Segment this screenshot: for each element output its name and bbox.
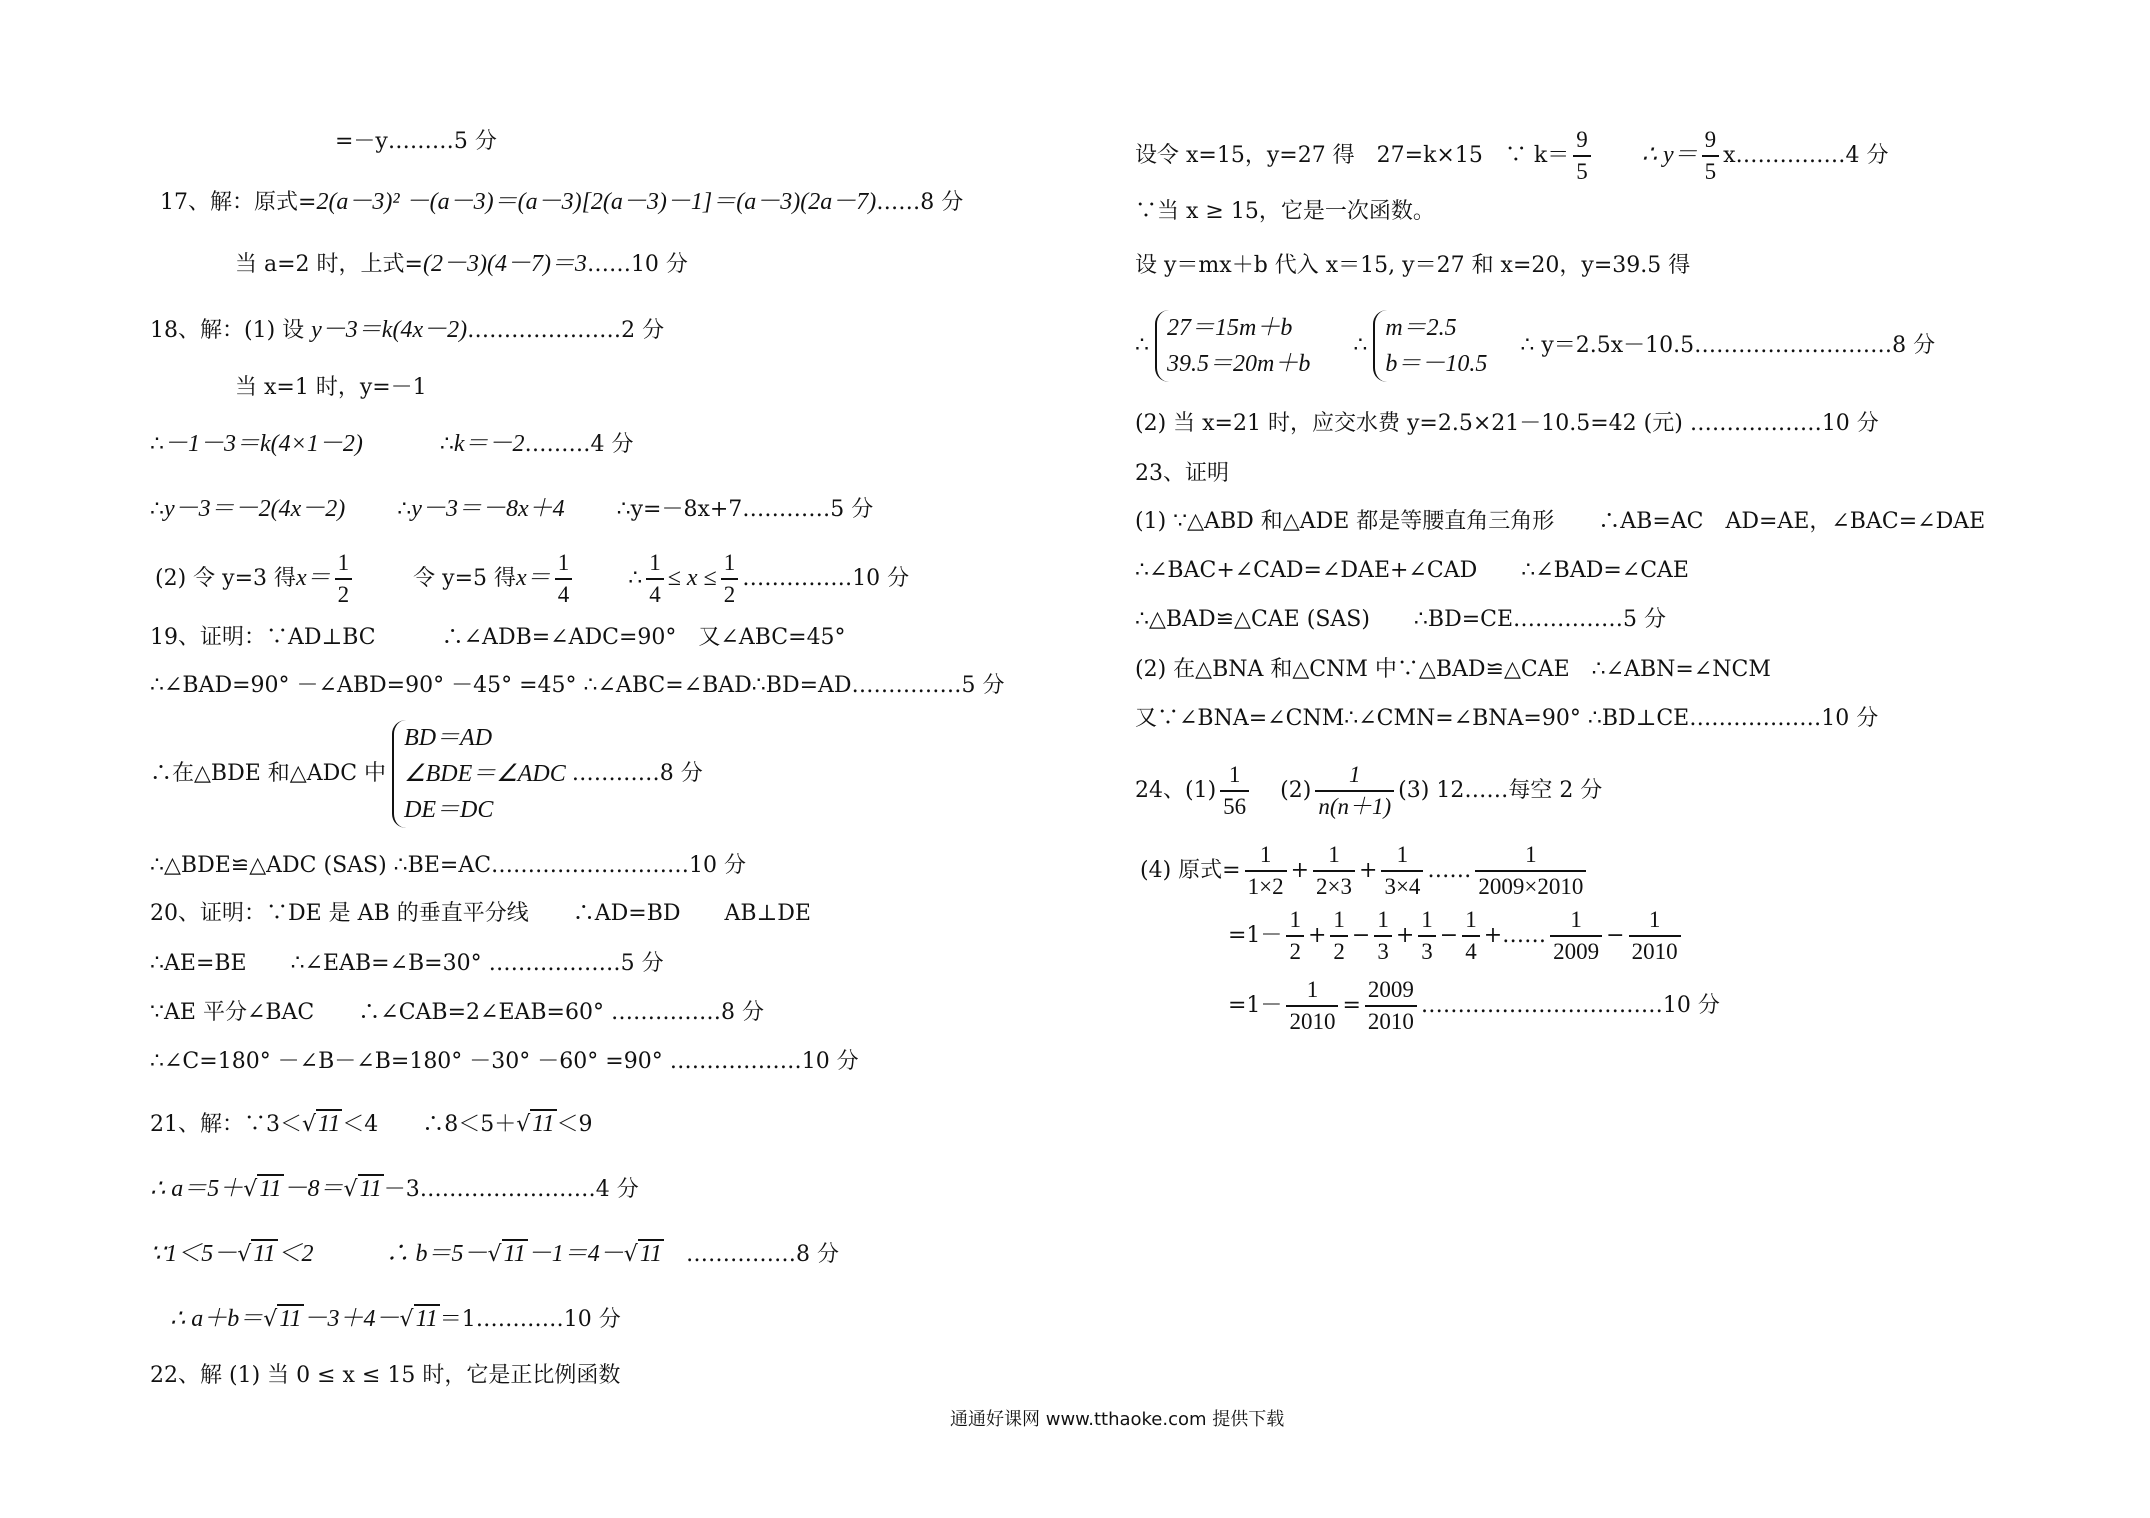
line-19-system: ∴在△BDE 和△ADC 中 BD＝AD ∠BDE＝∠ADC DE＝DC …………8 分: [150, 720, 703, 828]
fraction: $\frac{1}{2\times 3}$: [1313, 840, 1355, 902]
line-21: 21、解：∵3＜√11＜4 ∴8＜5＋√11＜9: [150, 1111, 593, 1137]
line-20-c: ∴∠C=180° －∠B－∠B=180° －30° －60° =90° ………………10 分: [150, 1049, 859, 1074]
fraction: $\frac{2009}{2010}$: [1365, 975, 1417, 1037]
line-19-result: ∴△BDE≌△ADC (SAS) ∴BE=AC………………………10 分: [150, 853, 747, 878]
line-21-result: ∴ a＋b＝√11－3＋4－√11＝1…………10 分: [170, 1306, 621, 1332]
fraction: $\frac{1}{2}$: [1286, 905, 1304, 967]
line-23-e: 又∵∠BNA=∠CNM∴∠CMN=∠BNA=90° ∴BD⊥CE………………10 分: [1135, 706, 1879, 731]
fraction: $\frac{9}{5}$: [1573, 125, 1591, 187]
line-23: 23、证明: [1135, 461, 1229, 486]
fraction: $\frac{1}{4}$: [646, 548, 664, 610]
fraction: $\frac{1}{2010}$: [1629, 905, 1681, 967]
line-23-c: ∴△BAD≌△CAE (SAS) ∴BD=CE……………5 分: [1135, 607, 1667, 632]
fraction: $\frac{1}{56}$: [1220, 760, 1249, 822]
line-24-4b: =1－ $\frac{1}{2}$ + $\frac{1}{2}$ − $\frac{1}{3}$ + $\frac{1}{3}$ − $\frac{1}{4}$ +…… $\frac{1}{2009}$ − $\frac{1}{2010}$: [1228, 905, 1685, 967]
fraction: $\frac{1}{4}$: [1462, 905, 1480, 967]
fraction: $\frac{1}{2010}$: [1286, 975, 1338, 1037]
fraction: $\frac{1}{2}$: [335, 548, 353, 610]
page-footer: 通通好课网 www.tthaoke.com 提供下载: [950, 1409, 1285, 1430]
fraction: $\frac{1}{4}$: [555, 548, 573, 610]
line-18-k: ∴－1－3＝k(4×1－2) ∴k＝－2………4 分: [150, 431, 634, 457]
line-18-sub: 当 x=1 时，y=－1: [235, 375, 427, 400]
line-23-b: ∴∠BAC+∠CAD=∠DAE+∠CAD ∴∠BAD=∠CAE: [1135, 558, 1689, 583]
fraction: $\frac{1}{3}$: [1374, 905, 1392, 967]
fraction: $\frac{1}{3}$: [1418, 905, 1436, 967]
line-20-a: ∴AE=BE ∴∠EAB=∠B=30° ………………5 分: [150, 951, 664, 976]
line-24-4a: (4) 原式= $\frac{1}{1\times 2}$ + $\frac{1}{2\times 3}$ + $\frac{1}{3\times 4}$ …… $\frac{1}{2009\times 2010}$: [1140, 840, 1590, 902]
fraction: $\frac{1}{2009}$: [1550, 905, 1602, 967]
line-23-a: (1) ∵△ABD 和△ADE 都是等腰直角三角形 ∴AB=AC AD=AE，∠BAC=∠DAE: [1135, 509, 1986, 534]
line-18: 18、解：(1) 设 y－3＝k(4x－2)…………………2 分: [150, 317, 665, 343]
fraction: $\frac{1}{n(n+1)}$: [1315, 760, 1394, 822]
line-23-d: (2) 在△BNA 和△CNM 中∵△BAD≌△CAE ∴∠ABN=∠NCM: [1135, 657, 1771, 682]
fraction: $\frac{1}{1\times 2}$: [1245, 840, 1287, 902]
line-17: 17、解：原式=2(a－3)² －(a－3)＝(a－3)[2(a－3)－1]＝(a－3)(2a－7)……8 分: [160, 189, 964, 215]
line-20: 20、证明：∵DE 是 AB 的垂直平分线 ∴AD=BD AB⊥DE: [150, 901, 811, 926]
equation-system: BD＝AD ∠BDE＝∠ADC DE＝DC: [392, 720, 566, 828]
line-22-c: 设 y＝mx＋b 代入 x＝15, y＝27 和 x=20，y=39.5 得: [1135, 253, 1691, 278]
line-24: 24、(1) $\frac{1}{56}$ (2) $\frac{1}{n(n+1)}$ (3) 12……每空 2 分: [1135, 760, 1602, 822]
fraction: $\frac{1}{3\times 4}$: [1381, 840, 1423, 902]
line-17-eval: 当 a=2 时，上式=(2－3)(4－7)＝3……10 分: [235, 251, 688, 277]
fraction: $\frac{1}{2009\times 2010}$: [1475, 840, 1586, 902]
line-22-b: ∵当 x ≥ 15，它是一次函数。: [1135, 199, 1435, 224]
line-22-system: ∴ 27＝15m＋b 39.5＝20m＋b ∴ m＝2.5 b＝－10.5 ∴ y＝2.5x－10.5………………………8 分: [1135, 310, 1935, 382]
line-19: 19、证明：∵AD⊥BC ∴∠ADB=∠ADC=90° 又∠ABC=45°: [150, 625, 846, 650]
fraction: $\frac{1}{2}$: [721, 548, 739, 610]
line-22: 22、解 (1) 当 0 ≤ x ≤ 15 时，它是正比例函数: [150, 1363, 621, 1388]
line-24-4c: =1－ $\frac{1}{2010}$ = $\frac{2009}{2010}$ ……………………………10 分: [1228, 975, 1720, 1037]
line-21-a: ∴ a＝5＋√11－8＝√11－3……………………4 分: [150, 1176, 639, 1202]
equation-system: m＝2.5 b＝－10.5: [1373, 310, 1487, 382]
line-21-b: ∵1＜5－√11＜2 ∴ b＝5－√11－1＝4－√11 ……………8 分: [150, 1241, 840, 1267]
fraction: $\frac{9}{5}$: [1702, 125, 1720, 187]
line-22-a: 设令 x=15，y=27 得 27=k×15 ∵ k＝ $\frac{9}{5}$ ∴ y＝ $\frac{9}{5}$ x……………4 分: [1135, 125, 1889, 187]
line-22-part2: (2) 当 x=21 时，应交水费 y=2.5×21－10.5=42 (元) ………………10 分: [1135, 411, 1879, 436]
fraction: $\frac{1}{2}$: [1330, 905, 1348, 967]
line-18-part2: (2) 令 y=3 得x＝ $\frac{1}{2}$ 令 y=5 得x＝ $\frac{1}{4}$ ∴ $\frac{1}{4}$ ≤ x ≤ $\frac{1}{2}$ ……………10 分: [155, 548, 909, 610]
equation-system: 27＝15m＋b 39.5＝20m＋b: [1155, 310, 1310, 382]
line-16-end: =－y………5 分: [335, 129, 497, 154]
line-19-a: ∴∠BAD=90° －∠ABD=90° －45° =45° ∴∠ABC=∠BAD∴BD=AD……………5 分: [150, 673, 1005, 698]
line-20-b: ∵AE 平分∠BAC ∴∠CAB=2∠EAB=60° ……………8 分: [150, 1000, 764, 1025]
line-18-result: ∴y－3＝－2(4x－2) ∴y－3＝－8x＋4 ∴y=－8x+7…………5 分: [150, 496, 874, 522]
